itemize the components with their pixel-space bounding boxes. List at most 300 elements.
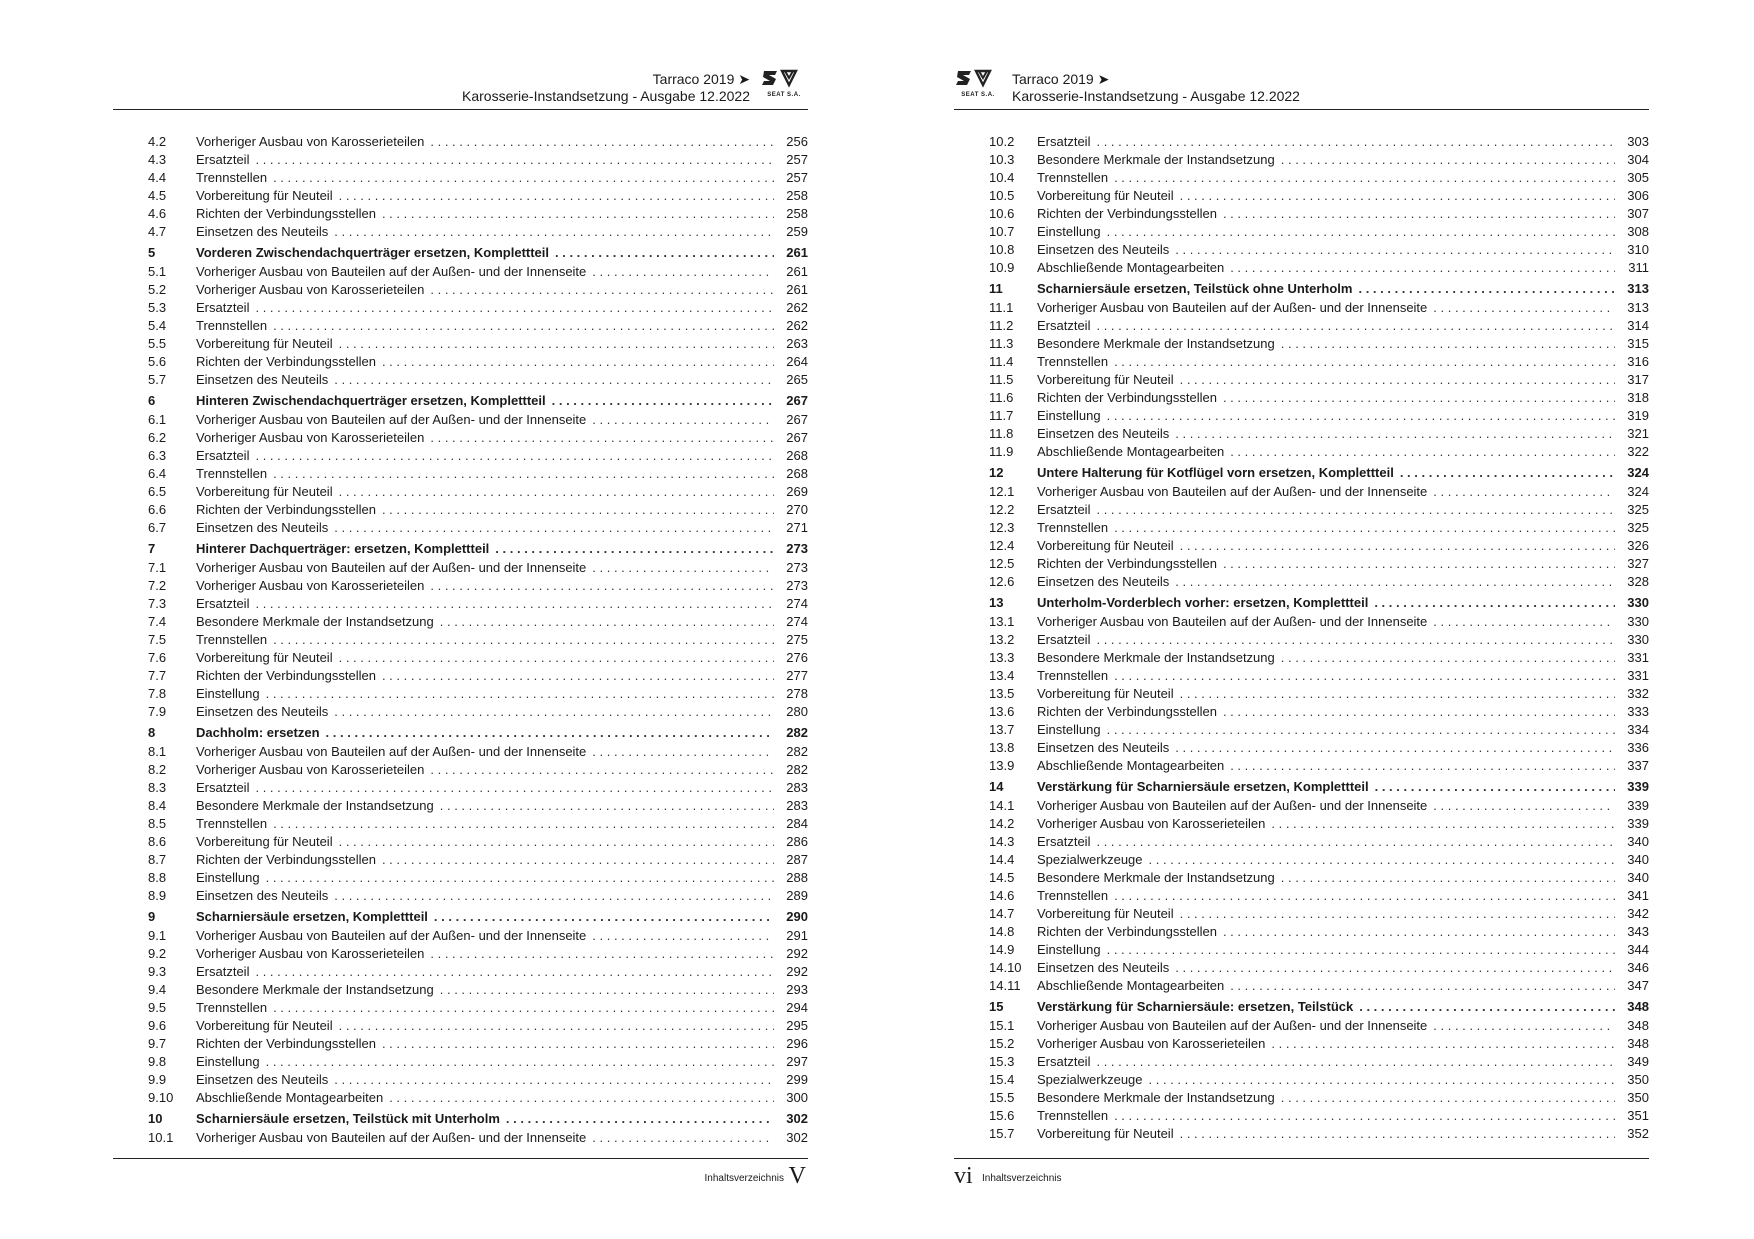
dot-leader	[552, 392, 774, 410]
toc-entry-body	[196, 595, 808, 613]
toc-entry-body	[196, 577, 808, 595]
toc-entry[interactable]	[954, 133, 1649, 151]
toc-entry[interactable]	[954, 223, 1649, 241]
toc-entry-title: Einsetzen des Neuteils	[196, 372, 329, 387]
toc-entry-page: 318	[1627, 390, 1649, 405]
header-model: Tarraco 2019 ➤	[652, 71, 750, 87]
toc-entry-number: 12.4	[989, 538, 1015, 553]
toc-entry[interactable]	[954, 851, 1649, 869]
toc-entry-body	[1037, 299, 1649, 317]
toc-entry-number: 10.8	[989, 242, 1015, 257]
toc-entry[interactable]	[954, 519, 1649, 537]
toc-entry-body	[196, 335, 808, 353]
toc-entry[interactable]	[113, 429, 808, 447]
toc-entry[interactable]	[113, 761, 808, 779]
dot-leader	[255, 595, 774, 613]
toc-entry-title: Vorheriger Ausbau von Bauteilen auf der Außen- und der Innenseite	[196, 1130, 587, 1145]
toc-entry-number: 11.9	[989, 444, 1014, 459]
toc-entry[interactable]	[954, 649, 1649, 667]
dot-leader	[1433, 1017, 1615, 1035]
toc-entry[interactable]	[113, 999, 808, 1017]
toc-entry-body	[1037, 371, 1649, 389]
toc-entry-body	[1037, 923, 1649, 941]
toc-entry-page: 330	[1627, 614, 1649, 629]
toc-entry[interactable]	[113, 1071, 808, 1089]
toc-chapter-entry[interactable]	[113, 908, 808, 927]
toc-entry[interactable]	[113, 411, 808, 429]
toc-entry[interactable]	[954, 815, 1649, 833]
toc-entry[interactable]	[113, 1089, 808, 1107]
toc-entry-body	[1037, 223, 1649, 241]
toc-entry-page: 288	[786, 870, 808, 885]
toc-entry[interactable]	[954, 721, 1649, 739]
toc-entry-number: 5.7	[148, 372, 167, 387]
toc-entry-number: 8.6	[148, 834, 167, 849]
toc-entry[interactable]	[113, 631, 808, 649]
dot-leader	[1281, 649, 1615, 667]
toc-entry-page: 340	[1627, 834, 1649, 849]
toc-entry-title: Einsetzen des Neuteils	[196, 888, 329, 903]
toc-entry-page: 295	[786, 1018, 808, 1033]
toc-entry[interactable]	[113, 1129, 808, 1147]
toc-entry-page: 340	[1627, 852, 1649, 867]
toc-entry-title: Besondere Merkmale der Instandsetzung	[1037, 336, 1275, 351]
toc-entry-title: Einsetzen des Neuteils	[196, 1072, 329, 1087]
toc-entry-title: Vorheriger Ausbau von Bauteilen auf der Außen- und der Innenseite	[196, 744, 587, 759]
dot-leader	[273, 999, 774, 1017]
header-subtitle: Karosserie-Instandsetzung - Ausgabe 12.2022	[1012, 88, 1300, 104]
toc-entry-page: 348	[1627, 1036, 1649, 1051]
toc-entry[interactable]	[113, 223, 808, 241]
toc-entry-page: 336	[1627, 740, 1649, 755]
toc-entry-page: 310	[1627, 242, 1649, 257]
toc-entry-number: 10.9	[989, 260, 1015, 275]
toc-entry[interactable]	[113, 447, 808, 465]
toc-entry-page: 257	[786, 152, 808, 167]
toc-entry[interactable]	[954, 923, 1649, 941]
toc-entry-page: 267	[786, 430, 808, 445]
toc-entry-title: Richten der Verbindungsstellen	[1037, 556, 1217, 571]
toc-entry[interactable]	[113, 169, 808, 187]
toc-entry-page: 311	[1628, 260, 1649, 275]
toc-entry-number: 15.7	[989, 1126, 1015, 1141]
toc-chapter-entry[interactable]	[113, 244, 808, 263]
toc-entry-page: 283	[786, 798, 808, 813]
toc-entry-title: Abschließende Montagearbeiten	[1037, 260, 1225, 275]
dot-leader	[266, 869, 774, 887]
toc-entry-number: 5.1	[148, 264, 167, 279]
toc-entry[interactable]	[954, 1053, 1649, 1071]
toc-entry-number: 8.3	[148, 780, 167, 795]
toc-entry[interactable]	[954, 1125, 1649, 1143]
toc-entry-page: 302	[786, 1111, 808, 1126]
toc-entry-body	[1037, 317, 1649, 335]
toc-entry[interactable]	[954, 407, 1649, 425]
toc-entry-page: 294	[786, 1000, 808, 1015]
dot-leader	[1096, 317, 1615, 335]
toc-entry[interactable]	[954, 425, 1649, 443]
toc-entry-page: 261	[786, 282, 808, 297]
toc-entry[interactable]	[113, 1053, 808, 1071]
toc-entry[interactable]	[954, 443, 1649, 461]
dot-leader	[1180, 187, 1615, 205]
toc-chapter-entry[interactable]	[113, 392, 808, 411]
toc-entry[interactable]	[113, 649, 808, 667]
toc-entry[interactable]	[954, 941, 1649, 959]
toc-entry-title: Verstärkung für Scharniersäule ersetzen, Komplettteil	[1037, 779, 1369, 794]
toc-entry[interactable]	[113, 981, 808, 999]
toc-entry-number: 8.7	[148, 852, 167, 867]
toc-entry-page: 334	[1627, 722, 1649, 737]
toc-entry-page: 341	[1627, 888, 1649, 903]
toc-entry[interactable]	[113, 577, 808, 595]
dot-leader	[382, 353, 774, 371]
toc-entry-body	[1037, 443, 1649, 461]
toc-entry-page: 303	[1627, 134, 1649, 149]
toc-entry[interactable]	[113, 833, 808, 851]
toc-entry-title: Trennstellen	[196, 632, 268, 647]
toc-entry-number: 6.5	[148, 484, 167, 499]
toc-entry-number: 9.5	[148, 1000, 167, 1015]
toc-entry-title: Ersatzteil	[1037, 318, 1091, 333]
dot-leader	[1175, 425, 1615, 443]
header-rule	[954, 109, 1649, 110]
toc-entry[interactable]	[954, 613, 1649, 631]
toc-entry-number: 7.8	[148, 686, 167, 701]
toc-entry-body	[196, 317, 808, 335]
toc-entry-body	[1037, 1035, 1649, 1053]
toc-entry[interactable]	[954, 703, 1649, 721]
toc-entry-body	[1037, 721, 1649, 739]
toc-entry-page: 290	[786, 909, 808, 924]
toc-entry-body	[1037, 133, 1649, 151]
toc-entry-title: Trennstellen	[196, 318, 268, 333]
toc-entry[interactable]	[954, 353, 1649, 371]
toc-entry-title: Vorbereitung für Neuteil	[1037, 686, 1174, 701]
toc-entry-number: 10.4	[989, 170, 1015, 185]
toc-entry-body	[196, 613, 808, 631]
toc-entry-number: 14.2	[989, 816, 1015, 831]
toc-entry[interactable]	[113, 797, 808, 815]
toc-entry[interactable]	[954, 501, 1649, 519]
dot-leader	[1281, 151, 1615, 169]
toc-entry-number: 8.9	[148, 888, 167, 903]
toc-entry-body	[196, 371, 808, 389]
toc-entry[interactable]	[954, 483, 1649, 501]
toc-entry[interactable]	[113, 779, 808, 797]
toc-entry-page: 278	[786, 686, 808, 701]
toc-entry-number: 7	[148, 541, 156, 556]
toc-chapter-entry[interactable]	[113, 540, 808, 559]
dot-leader	[273, 815, 774, 833]
toc-entry-body	[196, 703, 808, 721]
toc-entry-body	[1037, 187, 1649, 205]
right-page-footer	[954, 1158, 1649, 1199]
toc-entry-title: Trennstellen	[196, 816, 268, 831]
toc-entry[interactable]	[113, 613, 808, 631]
toc-entry-page: 316	[1627, 354, 1649, 369]
toc-entry[interactable]	[954, 205, 1649, 223]
toc-entry-body	[1037, 815, 1649, 833]
toc-entry-body	[196, 429, 808, 447]
toc-entry[interactable]	[113, 963, 808, 981]
toc-entry[interactable]	[113, 703, 808, 721]
toc-entry-title: Vorheriger Ausbau von Karosserieteilen	[196, 134, 425, 149]
toc-entry-title: Besondere Merkmale der Instandsetzung	[196, 982, 434, 997]
toc-entry[interactable]	[954, 905, 1649, 923]
toc-entry[interactable]	[954, 187, 1649, 205]
toc-entry[interactable]	[954, 241, 1649, 259]
toc-entry[interactable]	[113, 519, 808, 537]
toc-entry[interactable]	[954, 685, 1649, 703]
dot-leader	[1180, 537, 1615, 555]
toc-entry-body	[196, 761, 808, 779]
dot-leader	[430, 429, 774, 447]
toc-entry[interactable]	[954, 259, 1649, 277]
toc-entry-number: 14.8	[989, 924, 1015, 939]
toc-entry[interactable]	[954, 833, 1649, 851]
toc-entry[interactable]	[954, 739, 1649, 757]
toc-entry-number: 9.2	[148, 946, 167, 961]
toc-entry[interactable]	[954, 573, 1649, 591]
toc-entry-page: 273	[786, 560, 808, 575]
toc-chapter-entry[interactable]	[113, 724, 808, 743]
toc-entry-page: 269	[786, 484, 808, 499]
toc-entry-body	[196, 797, 808, 815]
toc-entry[interactable]	[113, 317, 808, 335]
dot-leader	[1114, 353, 1615, 371]
toc-entry[interactable]	[954, 667, 1649, 685]
toc-entry[interactable]	[954, 1107, 1649, 1125]
toc-entry-page: 291	[786, 928, 808, 943]
dot-leader	[339, 483, 774, 501]
toc-entry[interactable]	[954, 1071, 1649, 1089]
toc-entry-body	[196, 887, 808, 905]
toc-entry[interactable]	[113, 353, 808, 371]
toc-entry[interactable]	[113, 371, 808, 389]
toc-entry-body	[196, 281, 808, 299]
toc-entry-number: 15.1	[989, 1018, 1015, 1033]
toc-entry[interactable]	[113, 851, 808, 869]
toc-entry[interactable]	[954, 335, 1649, 353]
toc-entry-title: Vorheriger Ausbau von Bauteilen auf der Außen- und der Innenseite	[1037, 300, 1428, 315]
toc-entry[interactable]	[113, 815, 808, 833]
toc-entry[interactable]	[113, 281, 808, 299]
toc-entry[interactable]	[954, 797, 1649, 815]
toc-entry[interactable]	[113, 945, 808, 963]
toc-entry-page: 339	[1627, 798, 1649, 813]
toc-chapter-entry[interactable]	[954, 778, 1649, 797]
toc-entry-title: Trennstellen	[196, 1000, 268, 1015]
toc-entry[interactable]	[954, 887, 1649, 905]
toc-entry-number: 10.5	[989, 188, 1015, 203]
toc-entry-body	[196, 205, 808, 223]
toc-entry-page: 259	[786, 224, 808, 239]
dot-leader	[334, 887, 774, 905]
toc-entry[interactable]	[113, 151, 808, 169]
toc-entry-number: 12.6	[989, 574, 1015, 589]
toc-entry[interactable]	[113, 263, 808, 281]
toc-entry-page: 273	[786, 541, 808, 556]
toc-entry-body	[1037, 1125, 1649, 1143]
logo-text: SEAT S.A.	[767, 92, 801, 98]
toc-entry[interactable]	[954, 1089, 1649, 1107]
toc-entry-page: 261	[786, 264, 808, 279]
toc-entry[interactable]	[954, 537, 1649, 555]
toc-entry-page: 258	[786, 206, 808, 221]
toc-chapter-entry[interactable]	[954, 594, 1649, 613]
dot-leader	[430, 945, 774, 963]
toc-entry-number: 4.6	[148, 206, 167, 221]
toc-entry-title: Trennstellen	[1037, 354, 1109, 369]
toc-entry-page: 267	[786, 412, 808, 427]
toc-entry[interactable]	[113, 483, 808, 501]
toc-entry-number: 11.1	[989, 300, 1014, 315]
dot-leader	[1180, 905, 1615, 923]
toc-entry[interactable]	[113, 187, 808, 205]
toc-chapter-entry[interactable]	[954, 998, 1649, 1017]
toc-entry-title: Vorheriger Ausbau von Bauteilen auf der Außen- und der Innenseite	[1037, 1018, 1428, 1033]
dot-leader	[266, 1053, 774, 1071]
toc-entry-number: 9.8	[148, 1054, 167, 1069]
toc-entry-page: 275	[786, 632, 808, 647]
header-rule	[113, 109, 808, 110]
dot-leader	[334, 519, 774, 537]
toc-entry-number: 7.6	[148, 650, 167, 665]
toc-entry[interactable]	[113, 501, 808, 519]
toc-entry-number: 8.8	[148, 870, 167, 885]
toc-entry[interactable]	[954, 757, 1649, 775]
toc-entry[interactable]	[113, 335, 808, 353]
toc-entry-page: 300	[786, 1090, 808, 1105]
toc-entry[interactable]	[113, 595, 808, 613]
toc-entry-body	[196, 169, 808, 187]
toc-entry-page: 257	[786, 170, 808, 185]
dot-leader	[430, 761, 774, 779]
toc-entry[interactable]	[954, 977, 1649, 995]
toc-entry[interactable]	[113, 1035, 808, 1053]
dot-leader	[1175, 739, 1615, 757]
toc-entry-number: 10.2	[989, 134, 1015, 149]
toc-entry-title: Einsetzen des Neuteils	[1037, 242, 1170, 257]
toc-entry[interactable]	[954, 1017, 1649, 1035]
toc-entry-body	[196, 1089, 808, 1107]
toc-entry[interactable]	[113, 1017, 808, 1035]
toc-entry-body	[1037, 501, 1649, 519]
toc-entry-body	[1037, 389, 1649, 407]
dot-leader	[592, 927, 774, 945]
dot-leader	[255, 447, 774, 465]
toc-entry-body	[1037, 703, 1649, 721]
toc-entry-title: Vorheriger Ausbau von Karosserieteilen	[196, 578, 425, 593]
toc-entry-body	[196, 1071, 808, 1089]
toc-entry-number: 6.1	[148, 412, 167, 427]
toc-entry[interactable]	[113, 887, 808, 905]
toc-entry[interactable]	[113, 465, 808, 483]
dot-leader	[339, 1017, 774, 1035]
toc-entry-body	[196, 244, 808, 262]
toc-entry-body	[1037, 833, 1649, 851]
toc-entry-body	[1037, 613, 1649, 631]
toc-chapter-entry[interactable]	[954, 464, 1649, 483]
toc-entry-title: Richten der Verbindungsstellen	[196, 668, 376, 683]
toc-entry-number: 11.8	[989, 426, 1014, 441]
dot-leader	[1223, 389, 1615, 407]
dot-leader	[1114, 1107, 1615, 1125]
toc-entry-title: Vorbereitung für Neuteil	[1037, 188, 1174, 203]
toc-entry[interactable]	[113, 869, 808, 887]
toc-entry-title: Einsetzen des Neuteils	[196, 224, 329, 239]
toc-entry[interactable]	[954, 317, 1649, 335]
seat-logo-icon	[760, 68, 808, 104]
toc-entry-body	[196, 187, 808, 205]
toc-entry[interactable]	[954, 869, 1649, 887]
toc-entry[interactable]	[113, 205, 808, 223]
toc-entry-title: Richten der Verbindungsstellen	[196, 852, 376, 867]
toc-entry-number: 6.4	[148, 466, 167, 481]
toc-entry-body	[196, 963, 808, 981]
toc-entry-page: 302	[786, 1130, 808, 1145]
toc-entry-title: Trennstellen	[196, 466, 268, 481]
toc-entry[interactable]	[113, 559, 808, 577]
toc-entry-title: Vorheriger Ausbau von Bauteilen auf der Außen- und der Innenseite	[196, 412, 587, 427]
dot-leader	[495, 540, 774, 558]
toc-entry[interactable]	[954, 299, 1649, 317]
dot-leader	[382, 501, 774, 519]
toc-entry-number: 15.5	[989, 1090, 1015, 1105]
toc-entry-title: Einstellung	[196, 870, 260, 885]
header-subtitle: Karosserie-Instandsetzung - Ausgabe 12.2022	[462, 88, 750, 104]
toc-entry[interactable]	[113, 667, 808, 685]
toc-entry-page: 274	[786, 614, 808, 629]
toc-entry[interactable]	[113, 927, 808, 945]
toc-entry-number: 13.9	[989, 758, 1015, 773]
toc-entry[interactable]	[113, 685, 808, 703]
toc-entry-page: 282	[786, 762, 808, 777]
toc-chapter-entry[interactable]	[113, 1110, 808, 1129]
toc-entry[interactable]	[954, 169, 1649, 187]
toc-entry[interactable]	[113, 299, 808, 317]
toc-entry[interactable]	[954, 959, 1649, 977]
toc-entry-title: Einstellung	[1037, 942, 1101, 957]
toc-entry-title: Ersatzteil	[196, 300, 250, 315]
toc-entry[interactable]	[954, 371, 1649, 389]
toc-entry[interactable]	[954, 631, 1649, 649]
dot-leader	[1433, 299, 1615, 317]
toc-entry[interactable]	[113, 743, 808, 761]
toc-entry[interactable]	[954, 555, 1649, 573]
toc-entry[interactable]	[954, 389, 1649, 407]
toc-entry[interactable]	[113, 133, 808, 151]
toc-entry[interactable]	[954, 151, 1649, 169]
toc-entry-number: 15	[989, 999, 1004, 1014]
dot-leader	[326, 724, 774, 742]
toc-entry-page: 332	[1627, 686, 1649, 701]
toc-entry-number: 9.1	[148, 928, 167, 943]
toc-entry-body	[1037, 998, 1649, 1016]
toc-entry-body	[1037, 1053, 1649, 1071]
toc-entry-body	[196, 945, 808, 963]
toc-entry-number: 15.6	[989, 1108, 1015, 1123]
toc-entry-title: Scharniersäule ersetzen, Komplettteil	[196, 909, 428, 924]
toc-entry-title: Einsetzen des Neuteils	[1037, 960, 1170, 975]
toc-list-right	[954, 133, 1649, 1143]
toc-entry-title: Vorheriger Ausbau von Bauteilen auf der Außen- und der Innenseite	[196, 928, 587, 943]
dot-leader	[1375, 778, 1615, 796]
toc-entry-number: 9.7	[148, 1036, 167, 1051]
toc-chapter-entry[interactable]	[954, 280, 1649, 299]
toc-entry[interactable]	[954, 1035, 1649, 1053]
